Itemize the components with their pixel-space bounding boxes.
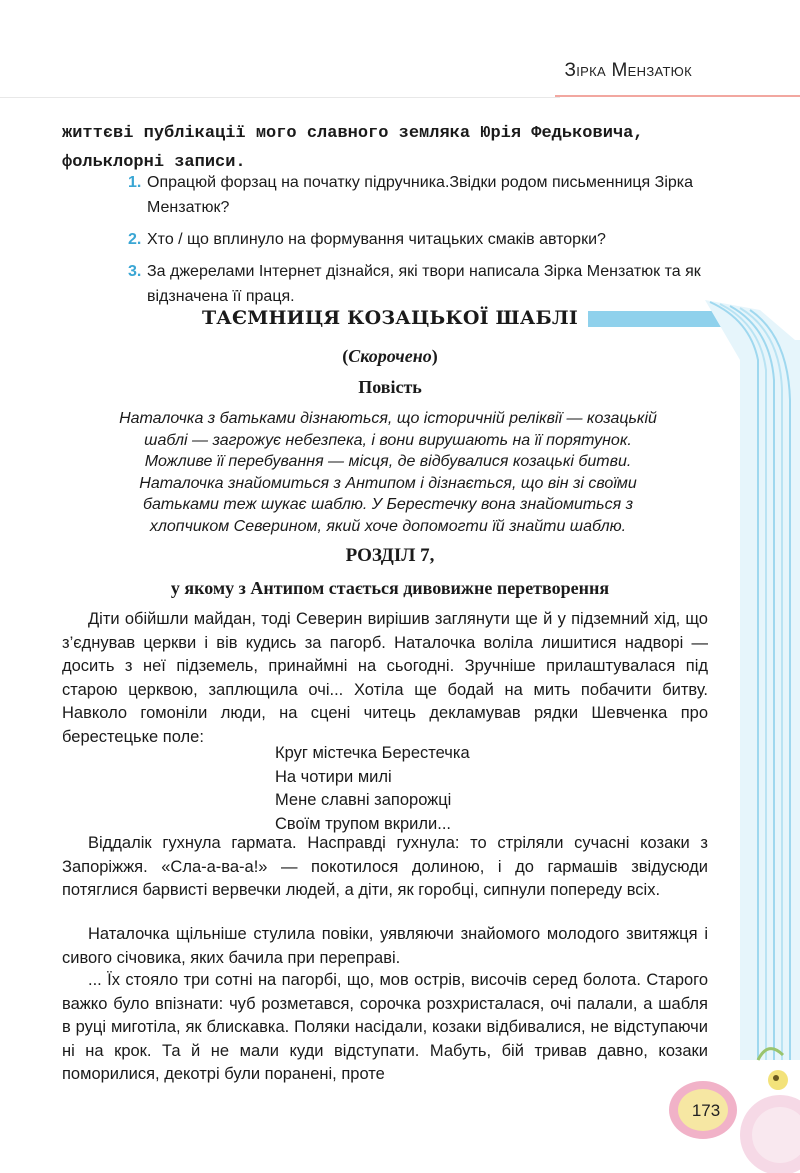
chapter-subtitle: у якому з Антипом стається дивовижне перетворення [170, 578, 610, 598]
chapter-paragraph-4: ... Їх стояло три сотні на пагорбі, що, мов острів, височів серед болота. Старого важко було впізнати: чуб розметався, сорочка розхристалася, очі палали, а шабля в руці миготіла, як блискавка. Поляки насідали, козаки відбивалися, не відступаючи ні на крок. Та й не мали куди відступати. Мабуть, бій тривав давно, козаки поморилися, декотрі були поранені, проте [62, 971, 708, 1083]
header-divider [0, 97, 560, 98]
poem-line: Своїм трупом вкрили... [275, 814, 451, 833]
poem-line: Мене славні запорожці [275, 791, 452, 809]
question-text: Хто / що вплинуло на формування читацьких смаків авторки? [147, 231, 606, 248]
question-item [128, 227, 703, 252]
chapter-paragraph-3: Наталочка щільніше стулила повіки, уявляючи знайомого молодого звитяжця і сивого січовика, яких бачила при переправі. [62, 925, 708, 967]
header-accent-rule [555, 95, 800, 97]
intro-paragraph: життєві публікації мого славного земляка Юрія Федьковича, фольклорні записи. [62, 124, 644, 172]
running-head-author: Зірка Мензатюк [564, 60, 692, 81]
chapter-paragraph-1: Діти обійшли майдан, тоді Северин вирішив заглянути ще й у підземний хід, що з’єднував церкви і вів кудись за пагорб. Наталочка воліла лишитися надворі — досить з неї підземель, принаймні на сьогодні. Зручніше прилаштувалася під старою церквою, заплющила очі... Хотіла ще бодай на мить побачити битву. Навколо гомоніли люди, на сцені читець декламував рядки Шевченка про берестецьке поле: [62, 610, 708, 746]
questions-list [128, 170, 703, 316]
story-summary: Наталочка з батьками дізнаються, що історичній реліквії — козацькій шаблі — загрожує небезпека, і вони вирушають на її порятунок. Можливе її перебування — місця, де відбувалися козацькі битви. Наталочка знайомиться з Антипом і дізнається, що він зі своїми батьками теж шукає шаблю. У Берестечку вона знайомиться з хлопчиком Северином, який хоче допомогти їй знайти шаблю. [119, 410, 657, 535]
question-text: Опрацюй форзац на початку підручника.Звідки родом письменниця Зірка Мензатюк? [147, 174, 694, 216]
abridged-word: Скорочено [348, 346, 432, 366]
question-item [128, 259, 703, 309]
flower-decoration [728, 1040, 800, 1173]
page-number: 173 [691, 1101, 721, 1120]
chapter-title: РОЗДІЛ 7, [345, 545, 435, 566]
poem-excerpt [275, 742, 470, 836]
chapter-paragraph-2: Віддалік гухнула гармата. Насправді гухнула: то стріляли сучасні козаки з Запоріжжя. «Сла-а-ва-а!» — покотилося долиною, і до гармашів звідусюди потяглися барвисті вервечки людей, а діти, як горобці, сипнули попереду всіх. [62, 834, 708, 899]
poem-line: На чотири милі [275, 767, 392, 786]
question-number: 2. [128, 231, 142, 248]
question-item [128, 170, 703, 220]
question-number: 1. [128, 174, 142, 191]
genre-label: Повість [358, 377, 422, 397]
abridged-note: (Скорочено) [342, 346, 438, 366]
book-pages-illustration [700, 300, 800, 1060]
question-text: За джерелами Інтернет дізнайся, які твори написала Зірка Мензатюк та як відзначена її праця. [147, 263, 701, 305]
question-number: 3. [128, 263, 142, 280]
poem-line: Круг містечка Берестечка [275, 744, 470, 762]
story-title: ТАЄМНИЦЯ КОЗАЦЬКОЇ ШАБЛІ [201, 307, 579, 329]
